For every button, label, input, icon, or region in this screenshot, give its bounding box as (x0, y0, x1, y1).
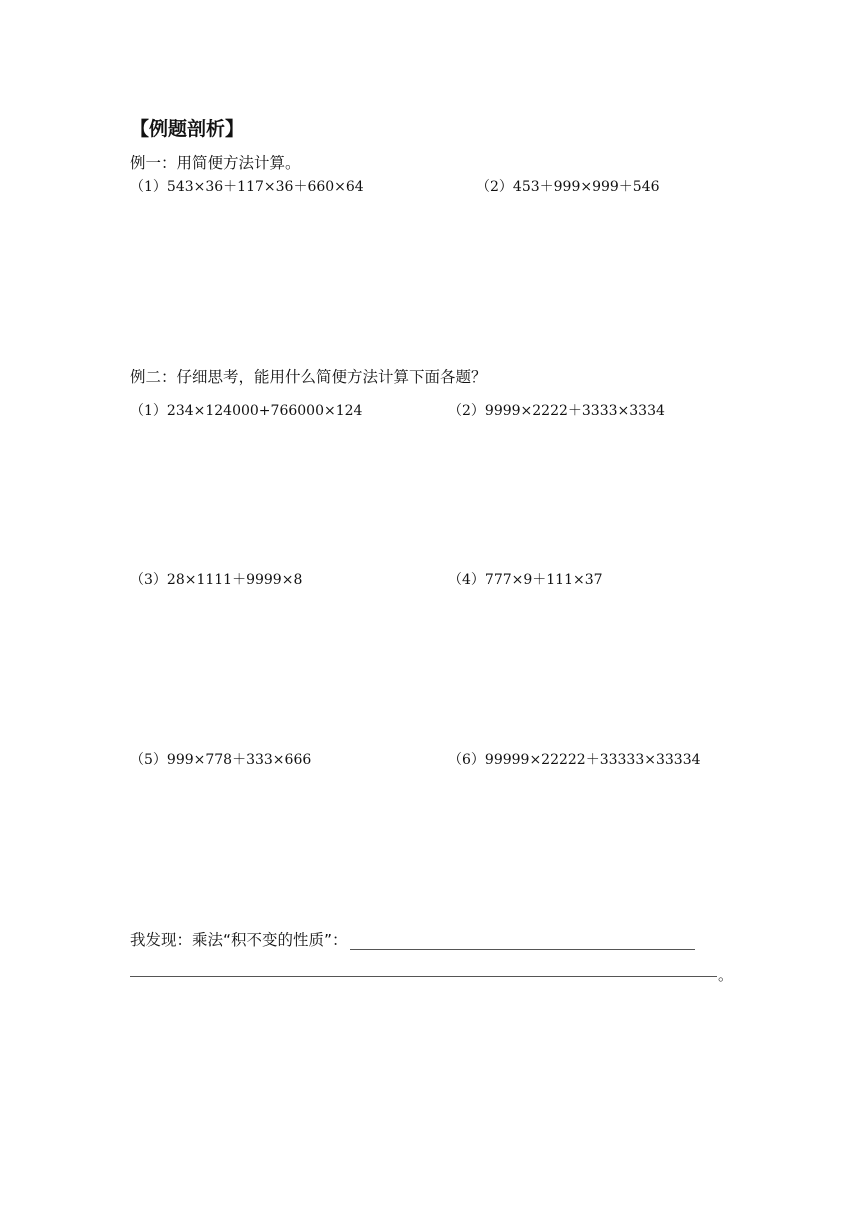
example2-problem-2: （2）9999×2222＋3333×3334 (448, 403, 665, 419)
example1-problem-2: （2）453＋999×999＋546 (476, 179, 660, 195)
example2-problem-5: （5）999×778＋333×666 (130, 752, 312, 768)
example2-problem-6: （6）99999×22222＋33333×33334 (448, 752, 701, 768)
example1-intro: 例一：用简便方法计算。 (130, 154, 301, 172)
example2-intro: 例二：仔细思考，能用什么简便方法计算下面各题？ (130, 368, 487, 386)
example1-problem-1: （1）543×36＋117×36＋660×64 (130, 179, 364, 195)
finding-line (130, 928, 695, 950)
section-heading: 【例题剖析】 (130, 118, 245, 140)
example2-problem-4: （4）777×9＋111×37 (448, 572, 603, 588)
example2-problem-1: （1）234×124000+766000×124 (130, 403, 363, 419)
example2-problem-3: （3）28×1111＋9999×8 (130, 572, 303, 588)
finding-blank-1 (350, 935, 695, 950)
finding-label: 我发现：乘法“积不变的性质”： (130, 931, 348, 949)
finding-end-mark: 。 (718, 966, 734, 984)
finding-blank-2 (130, 962, 717, 977)
